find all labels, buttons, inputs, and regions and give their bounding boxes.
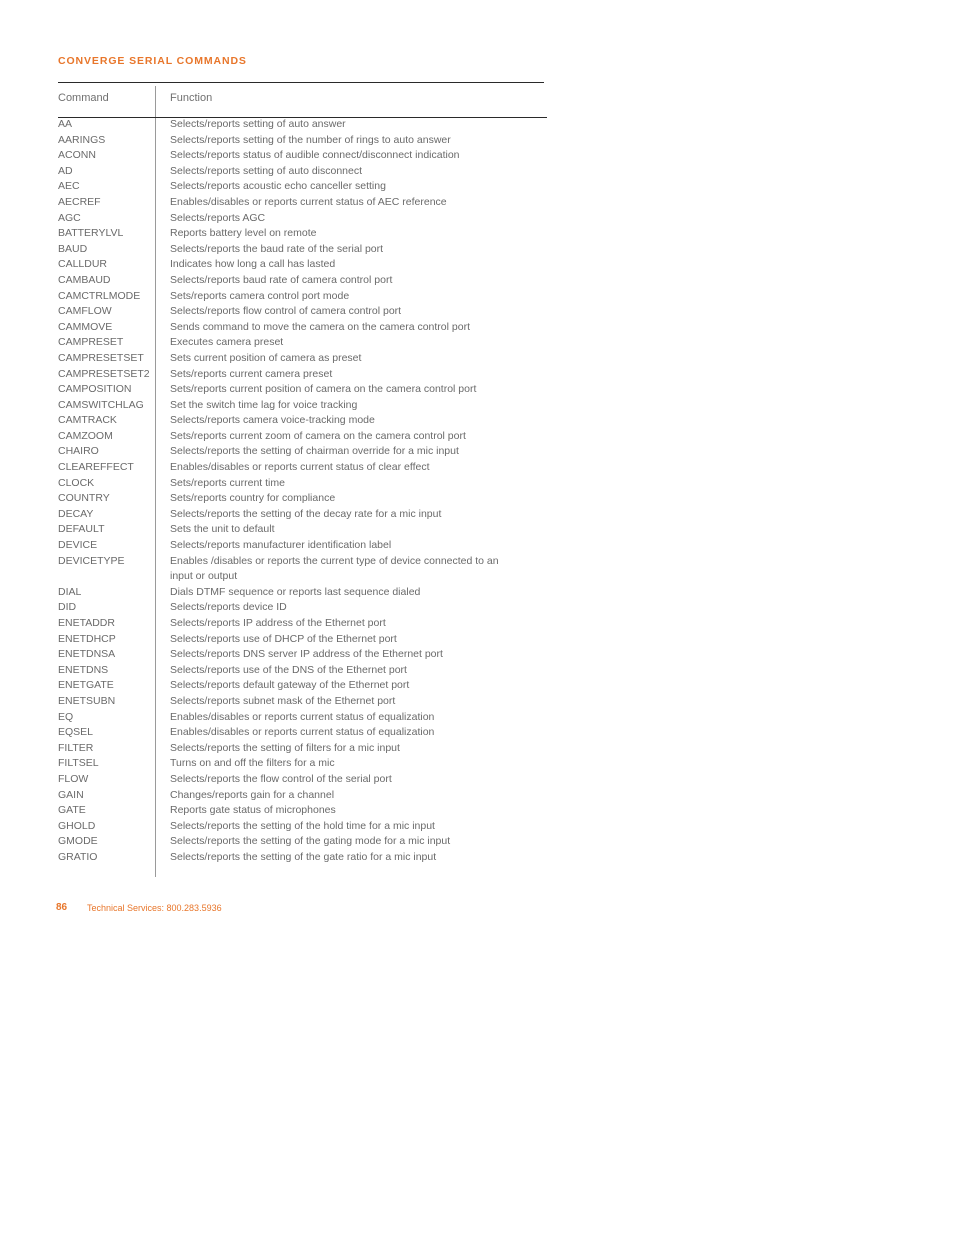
command-name: DEVICE: [58, 539, 98, 552]
command-function: Sets/reports camera control port mode: [170, 289, 350, 302]
table-row: [0, 538, 560, 554]
command-name: CALLDUR: [58, 258, 108, 271]
table-row: [0, 834, 560, 850]
command-function: Selects/reports status of audible connect/disconnect indication: [170, 149, 460, 162]
footer-text: Technical Services: 800.283.5936: [87, 903, 222, 913]
command-name: DEFAULT: [58, 523, 105, 536]
table-row: [0, 678, 560, 694]
command-function: Selects/reports the flow control of the serial port: [170, 772, 392, 785]
table-row: [0, 632, 560, 648]
command-function: Selects/reports setting of auto answer: [170, 118, 346, 130]
command-name: CAMZOOM: [58, 429, 113, 442]
command-name: COUNTRY: [58, 492, 110, 505]
command-name: ACONN: [58, 149, 96, 162]
table-row: [0, 413, 560, 429]
command-name: CAMPRESET: [58, 336, 124, 349]
command-name: FLOW: [58, 772, 89, 785]
table-row: [0, 195, 560, 211]
command-name: CAMSWITCHLAG: [58, 398, 144, 411]
command-name: CLEAREFFECT: [58, 461, 134, 474]
command-function: Sets current position of camera as preset: [170, 351, 362, 364]
command-function: Sets the unit to default: [170, 523, 275, 536]
command-function: Enables/disables or reports current status of clear effect: [170, 461, 430, 474]
command-name: CHAIRO: [58, 445, 99, 458]
table-row: [0, 444, 560, 460]
command-function: Selects/reports the baud rate of the serial port: [170, 242, 384, 255]
command-function: Selects/reports the setting of filters for a mic input: [170, 741, 400, 754]
command-name: GMODE: [58, 835, 98, 848]
command-function: Selects/reports the setting of the gating mode for a mic input: [170, 835, 451, 848]
command-function: Selects/reports AGC: [170, 211, 266, 224]
table-top-rule: [58, 82, 544, 83]
command-function: Selects/reports camera voice-tracking mode: [170, 414, 375, 427]
command-name: CAMPRESETSET: [58, 351, 144, 364]
command-function: Sets/reports current camera preset: [170, 367, 333, 380]
table-row: [0, 507, 560, 523]
table-row: [0, 522, 560, 538]
command-name: CAMPOSITION: [58, 383, 132, 396]
table-row: [0, 850, 560, 866]
table-row: [0, 819, 560, 835]
table-row: [0, 179, 560, 195]
table-row: [0, 694, 560, 710]
command-function: Sets/reports current position of camera on the camera control port: [170, 383, 477, 396]
table-row: [0, 663, 560, 679]
command-function: Set the switch time lag for voice tracking: [170, 398, 358, 411]
table-row: [0, 257, 560, 273]
command-function: Selects/reports manufacturer identification label: [170, 539, 392, 552]
command-function: Sets/reports current zoom of camera on the camera control port: [170, 429, 466, 442]
command-function: Selects/reports the setting of the hold time for a mic input: [170, 819, 435, 832]
command-function: Selects/reports device ID: [170, 601, 287, 614]
table-row: [0, 710, 560, 726]
table-row: [0, 367, 560, 383]
table-row: [0, 335, 560, 351]
table-row: [0, 616, 560, 632]
table-row: [0, 148, 560, 164]
page-number: 86: [56, 902, 68, 913]
command-function: Turns on and off the filters for a mic: [170, 757, 335, 770]
command-function: Enables/disables or reports current status of AEC reference: [170, 195, 447, 208]
command-function: Selects/reports DNS server IP address of the Ethernet port: [170, 648, 443, 661]
command-name: BAUD: [58, 242, 88, 255]
command-name: AD: [58, 164, 73, 177]
table-row: [0, 320, 560, 336]
command-name: FILTSEL: [58, 757, 99, 770]
table-row: [0, 725, 560, 741]
command-function: Sets/reports current time: [170, 476, 285, 489]
table-row: [0, 460, 560, 476]
command-name: CAMBAUD: [58, 273, 111, 286]
command-name: AA: [58, 118, 73, 130]
command-function: Selects/reports baud rate of camera control port: [170, 273, 393, 286]
table-row: [0, 351, 560, 367]
column-header-function: Function: [170, 92, 213, 104]
command-name: GHOLD: [58, 819, 96, 832]
command-name: EQ: [58, 710, 74, 723]
command-name: CAMFLOW: [58, 305, 112, 318]
command-name: GRATIO: [58, 850, 98, 863]
command-name: AARINGS: [58, 133, 106, 146]
command-name: GAIN: [58, 788, 84, 801]
table-row: [0, 585, 560, 601]
table-row: [0, 242, 560, 258]
table-row: [0, 398, 560, 414]
command-name: ENETDNSA: [58, 648, 116, 661]
command-function: Sends command to move the camera on the camera control port: [170, 320, 470, 333]
command-function: Dials DTMF sequence or reports last sequence dialed: [170, 585, 421, 598]
command-name: DEVICETYPE: [58, 554, 125, 567]
command-function: Selects/reports the setting of chairman override for a mic input: [170, 445, 459, 458]
command-table-body: [0, 117, 560, 866]
table-row: [0, 133, 560, 149]
command-name: DECAY: [58, 507, 94, 520]
command-name: ENETGATE: [58, 679, 114, 692]
command-name: CLOCK: [58, 476, 95, 489]
table-row: [0, 491, 560, 507]
command-name: ENETDNS: [58, 663, 109, 676]
command-function: Selects/reports use of the DNS of the Ethernet port: [170, 663, 407, 676]
command-function: Selects/reports acoustic echo canceller setting: [170, 180, 386, 193]
command-name: AGC: [58, 211, 81, 224]
command-name: ENETADDR: [58, 617, 115, 629]
command-name: CAMPRESETSET2: [58, 367, 150, 380]
command-name: CAMCTRLMODE: [58, 289, 141, 302]
command-function: Selects/reports default gateway of the Ethernet port: [170, 679, 410, 692]
command-function: Selects/reports the setting of the decay rate for a mic input: [170, 507, 442, 520]
command-name: ENETSUBN: [58, 694, 116, 707]
table-row: [0, 164, 560, 180]
table-row: [0, 647, 560, 663]
command-function: Selects/reports subnet mask of the Ethernet port: [170, 694, 396, 707]
table-row: [0, 289, 560, 305]
section-title: CONVERGE SERIAL COMMANDS: [58, 55, 247, 67]
command-name: AECREF: [58, 195, 101, 208]
table-row: [0, 600, 560, 616]
command-name: EQSEL: [58, 726, 94, 739]
table-row: [0, 788, 560, 804]
table-row: [0, 211, 560, 227]
command-function: Selects/reports the setting of the gate ratio for a mic input: [170, 850, 437, 863]
table-row: [0, 476, 560, 492]
column-header-command: Command: [58, 92, 109, 104]
table-row: [0, 273, 560, 289]
command-name: FILTER: [58, 741, 94, 754]
command-name: DID: [58, 601, 77, 614]
command-function: Executes camera preset: [170, 336, 284, 349]
table-row: [0, 772, 560, 788]
command-name: GATE: [58, 804, 86, 817]
command-name: CAMMOVE: [58, 320, 113, 333]
command-function: Reports gate status of microphones: [170, 804, 336, 817]
command-function: Selects/reports use of DHCP of the Ethernet port: [170, 632, 397, 645]
table-row: [0, 382, 560, 398]
table-row: [0, 226, 560, 242]
command-function: Selects/reports setting of the number of rings to auto answer: [170, 133, 451, 146]
table-row: [0, 117, 560, 133]
table-row: [0, 429, 560, 445]
command-function: Selects/reports setting of auto disconnect: [170, 164, 363, 177]
command-function: Enables/disables or reports current status of equalization: [170, 726, 435, 739]
command-function: Reports battery level on remote: [170, 227, 317, 240]
command-function: Selects/reports IP address of the Ethernet port: [170, 617, 386, 629]
table-row: [0, 756, 560, 772]
command-function: Enables/disables or reports current status of equalization: [170, 710, 435, 723]
command-function: Sets/reports country for compliance: [170, 492, 336, 505]
table-row: [0, 741, 560, 757]
command-function: Enables /disables or reports the current type of device connected to an input or output: [170, 554, 499, 583]
command-function: Indicates how long a call has lasted: [170, 258, 336, 271]
command-name: BATTERYLVL: [58, 227, 124, 240]
command-name: ENETDHCP: [58, 632, 116, 645]
table-row: [0, 304, 560, 320]
table-row: [0, 803, 560, 819]
command-function: Selects/reports flow control of camera control port: [170, 305, 402, 318]
command-name: AEC: [58, 180, 80, 193]
command-name: CAMTRACK: [58, 414, 117, 427]
command-name: DIAL: [58, 585, 82, 598]
table-row: [0, 554, 560, 585]
command-function: Changes/reports gain for a channel: [170, 788, 335, 801]
